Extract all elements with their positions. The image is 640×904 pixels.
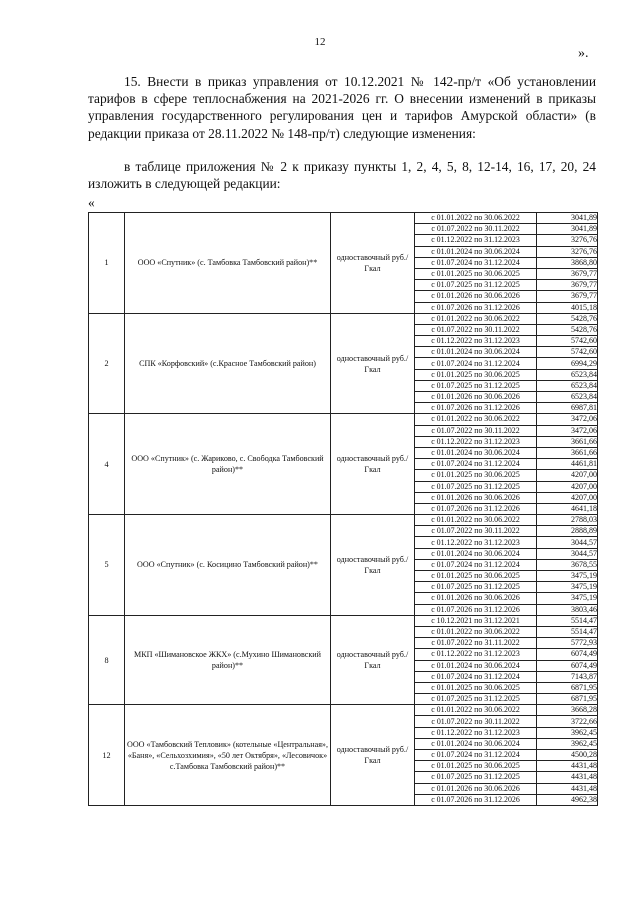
tariff-value: 3668,28 bbox=[537, 705, 598, 716]
tariff-period: с 10.12.2021 по 31.12.2021 bbox=[415, 615, 537, 626]
table-row bbox=[89, 515, 598, 526]
tariff-period: с 01.01.2022 по 30.06.2022 bbox=[415, 414, 537, 425]
tariff-value: 4641,18 bbox=[537, 503, 598, 514]
tariff-period: с 01.01.2025 по 30.06.2025 bbox=[415, 369, 537, 380]
tariff-value: 5514,47 bbox=[537, 615, 598, 626]
tariff-value: 5772,93 bbox=[537, 638, 598, 649]
tariff-value: 3661,66 bbox=[537, 447, 598, 458]
tariff-period: с 01.01.2022 по 30.06.2022 bbox=[415, 313, 537, 324]
tariff-value: 6987,81 bbox=[537, 403, 598, 414]
tariff-period: с 01.01.2025 по 30.06.2025 bbox=[415, 682, 537, 693]
closing-mark: ». bbox=[578, 46, 589, 61]
tariff-value: 4207,00 bbox=[537, 492, 598, 503]
organization-name: МКП «Шимановское ЖКХ» (с.Мухино Шимановский район)** bbox=[125, 615, 331, 705]
tariff-value: 3475,19 bbox=[537, 593, 598, 604]
tariff-period: с 01.01.2025 по 30.06.2025 bbox=[415, 571, 537, 582]
tariff-value: 3678,55 bbox=[537, 559, 598, 570]
paragraph-15: 15. Внести в приказ управления от 10.12.2021 № 142-пр/т «Об установлении тарифов в сфере теплоснабжения на 2021-2026 гг. О внесении изменений в приказы управления государственного регулирования цен и тарифов Амурской области» (в редакции приказа от 28.11.2022 № 148-пр/т) следующие изменения: bbox=[88, 74, 596, 141]
tariff-value: 3722,66 bbox=[537, 716, 598, 727]
tariff-type: одноставочный руб./Гкал bbox=[331, 213, 415, 314]
tariff-period: с 01.07.2024 по 31.12.2024 bbox=[415, 459, 537, 470]
tariff-period: с 01.07.2025 по 31.12.2025 bbox=[415, 694, 537, 705]
tariff-value: 3276,76 bbox=[537, 235, 598, 246]
tariff-value: 5514,47 bbox=[537, 626, 598, 637]
tariff-period: с 01.12.2022 по 31.12.2023 bbox=[415, 537, 537, 548]
organization-name: ООО «Спутник» (с. Тамбовка Тамбовский район)** bbox=[125, 213, 331, 314]
organization-name: ООО «Спутник» (с. Жариково, с. Свободка Тамбовский район)** bbox=[125, 414, 331, 515]
opening-mark: « bbox=[88, 195, 95, 210]
tariff-value: 4431,48 bbox=[537, 761, 598, 772]
tariff-period: с 01.12.2022 по 31.12.2023 bbox=[415, 727, 537, 738]
tariff-period: с 01.12.2022 по 31.12.2023 bbox=[415, 436, 537, 447]
tariff-period: с 01.01.2026 по 30.06.2026 bbox=[415, 783, 537, 794]
tariff-value: 6074,49 bbox=[537, 649, 598, 660]
tariff-value: 5742,60 bbox=[537, 347, 598, 358]
tariff-period: с 01.07.2022 по 31.11.2022 bbox=[415, 638, 537, 649]
tariff-table bbox=[88, 212, 598, 806]
tariff-period: с 01.07.2024 по 31.12.2024 bbox=[415, 559, 537, 570]
tariff-value: 3475,19 bbox=[537, 582, 598, 593]
tariff-value: 2788,03 bbox=[537, 515, 598, 526]
tariff-value: 2888,89 bbox=[537, 526, 598, 537]
tariff-period: с 01.07.2026 по 31.12.2026 bbox=[415, 503, 537, 514]
tariff-value: 3472,06 bbox=[537, 425, 598, 436]
tariff-value: 3679,77 bbox=[537, 291, 598, 302]
item-number: 12 bbox=[89, 705, 125, 806]
table-row bbox=[89, 705, 598, 716]
tariff-value: 3276,76 bbox=[537, 246, 598, 257]
tariff-period: с 01.01.2024 по 30.06.2024 bbox=[415, 660, 537, 671]
tariff-period: с 01.12.2022 по 31.12.2023 bbox=[415, 235, 537, 246]
organization-name: ООО «Спутник» (с. Косицино Тамбовский район)** bbox=[125, 515, 331, 616]
tariff-value: 4431,48 bbox=[537, 772, 598, 783]
tariff-period: с 01.01.2022 по 30.06.2022 bbox=[415, 213, 537, 224]
tariff-period: с 01.01.2022 по 30.06.2022 bbox=[415, 705, 537, 716]
tariff-period: с 01.07.2022 по 30.11.2022 bbox=[415, 425, 537, 436]
tariff-period: с 01.07.2022 по 30.11.2022 bbox=[415, 716, 537, 727]
tariff-period: с 01.01.2024 по 30.06.2024 bbox=[415, 738, 537, 749]
page-number: 12 bbox=[314, 36, 326, 48]
tariff-period: с 01.07.2025 по 31.12.2025 bbox=[415, 481, 537, 492]
table-row bbox=[89, 615, 598, 626]
paragraph-instruction: в таблице приложения № 2 к приказу пункты 1, 2, 4, 5, 8, 12-14, 16, 17, 20, 24 изложить в следующей редакции: bbox=[88, 159, 596, 192]
tariff-period: с 01.07.2024 по 31.12.2024 bbox=[415, 358, 537, 369]
tariff-value: 3475,19 bbox=[537, 571, 598, 582]
tariff-value: 4015,18 bbox=[537, 302, 598, 313]
tariff-period: с 01.12.2022 по 31.12.2023 bbox=[415, 336, 537, 347]
item-number: 1 bbox=[89, 213, 125, 314]
tariff-value: 3472,06 bbox=[537, 414, 598, 425]
tariff-type: одноставочный руб./Гкал bbox=[331, 615, 415, 705]
tariff-period: с 01.07.2026 по 31.12.2026 bbox=[415, 302, 537, 313]
tariff-value: 5742,60 bbox=[537, 336, 598, 347]
tariff-value: 4207,00 bbox=[537, 481, 598, 492]
tariff-type: одноставочный руб./Гкал bbox=[331, 705, 415, 806]
tariff-period: с 01.01.2022 по 30.06.2022 bbox=[415, 515, 537, 526]
table-row bbox=[89, 313, 598, 324]
item-number: 5 bbox=[89, 515, 125, 616]
tariff-period: с 01.01.2024 по 30.06.2024 bbox=[415, 347, 537, 358]
tariff-value: 6523,84 bbox=[537, 392, 598, 403]
tariff-value: 6523,84 bbox=[537, 380, 598, 391]
tariff-value: 3962,45 bbox=[537, 738, 598, 749]
tariff-value: 4962,38 bbox=[537, 794, 598, 805]
tariff-period: с 01.12.2022 по 31.12.2023 bbox=[415, 649, 537, 660]
tariff-period: с 01.01.2024 по 30.06.2024 bbox=[415, 246, 537, 257]
tariff-period: с 01.07.2022 по 30.11.2022 bbox=[415, 526, 537, 537]
tariff-value: 6523,84 bbox=[537, 369, 598, 380]
tariff-period: с 01.01.2022 по 30.06.2022 bbox=[415, 626, 537, 637]
tariff-period: с 01.01.2025 по 30.06.2025 bbox=[415, 761, 537, 772]
tariff-value: 3041,89 bbox=[537, 224, 598, 235]
item-number: 4 bbox=[89, 414, 125, 515]
tariff-period: с 01.01.2025 по 30.06.2025 bbox=[415, 470, 537, 481]
tariff-period: с 01.07.2026 по 31.12.2026 bbox=[415, 403, 537, 414]
tariff-period: с 01.01.2025 по 30.06.2025 bbox=[415, 268, 537, 279]
tariff-period: с 01.07.2022 по 30.11.2022 bbox=[415, 324, 537, 335]
tariff-value: 3661,66 bbox=[537, 436, 598, 447]
tariff-value: 3962,45 bbox=[537, 727, 598, 738]
tariff-value: 4461,81 bbox=[537, 459, 598, 470]
tariff-value: 5428,76 bbox=[537, 324, 598, 335]
tariff-value: 6074,49 bbox=[537, 660, 598, 671]
item-number: 8 bbox=[89, 615, 125, 705]
tariff-value: 3679,77 bbox=[537, 268, 598, 279]
tariff-period: с 01.01.2024 по 30.06.2024 bbox=[415, 548, 537, 559]
tariff-period: с 01.07.2024 по 31.12.2024 bbox=[415, 750, 537, 761]
tariff-value: 4207,00 bbox=[537, 470, 598, 481]
tariff-period: с 01.07.2025 по 31.12.2025 bbox=[415, 582, 537, 593]
tariff-value: 4500,28 bbox=[537, 750, 598, 761]
tariff-period: с 01.07.2022 по 30.11.2022 bbox=[415, 224, 537, 235]
organization-name: ООО «Тамбовский Тепловик» (котельные «Центральная», «Баня», «Сельхозхимия», «50 лет Октября», «Лесовичок» с.Тамбовка Тамбовский район)** bbox=[125, 705, 331, 806]
table-row bbox=[89, 414, 598, 425]
tariff-value: 3868,80 bbox=[537, 257, 598, 268]
tariff-period: с 01.01.2024 по 30.06.2024 bbox=[415, 447, 537, 458]
tariff-value: 3044,57 bbox=[537, 548, 598, 559]
tariff-period: с 01.07.2024 по 31.12.2024 bbox=[415, 671, 537, 682]
tariff-period: с 01.01.2026 по 30.06.2026 bbox=[415, 291, 537, 302]
tariff-period: с 01.01.2026 по 30.06.2026 bbox=[415, 392, 537, 403]
organization-name: СПК «Корфовский» (с.Красное Тамбовский район) bbox=[125, 313, 331, 414]
tariff-value: 3044,57 bbox=[537, 537, 598, 548]
tariff-value: 6871,95 bbox=[537, 694, 598, 705]
tariff-value: 6871,95 bbox=[537, 682, 598, 693]
tariff-period: с 01.07.2025 по 31.12.2025 bbox=[415, 380, 537, 391]
tariff-value: 5428,76 bbox=[537, 313, 598, 324]
item-number: 2 bbox=[89, 313, 125, 414]
tariff-period: с 01.07.2025 по 31.12.2025 bbox=[415, 772, 537, 783]
tariff-value: 3679,77 bbox=[537, 280, 598, 291]
tariff-value: 3041,89 bbox=[537, 213, 598, 224]
table-row bbox=[89, 213, 598, 224]
tariff-period: с 01.07.2024 по 31.12.2024 bbox=[415, 257, 537, 268]
tariff-type: одноставочный руб./Гкал bbox=[331, 313, 415, 414]
tariff-value: 7143,87 bbox=[537, 671, 598, 682]
tariff-type: одноставочный руб./Гкал bbox=[331, 414, 415, 515]
tariff-value: 6994,29 bbox=[537, 358, 598, 369]
tariff-period: с 01.07.2026 по 31.12.2026 bbox=[415, 604, 537, 615]
tariff-value: 4431,48 bbox=[537, 783, 598, 794]
tariff-type: одноставочный руб./Гкал bbox=[331, 515, 415, 616]
tariff-value: 3803,46 bbox=[537, 604, 598, 615]
tariff-period: с 01.01.2026 по 30.06.2026 bbox=[415, 593, 537, 604]
tariff-period: с 01.07.2026 по 31.12.2026 bbox=[415, 794, 537, 805]
tariff-period: с 01.01.2026 по 30.06.2026 bbox=[415, 492, 537, 503]
tariff-period: с 01.07.2025 по 31.12.2025 bbox=[415, 280, 537, 291]
